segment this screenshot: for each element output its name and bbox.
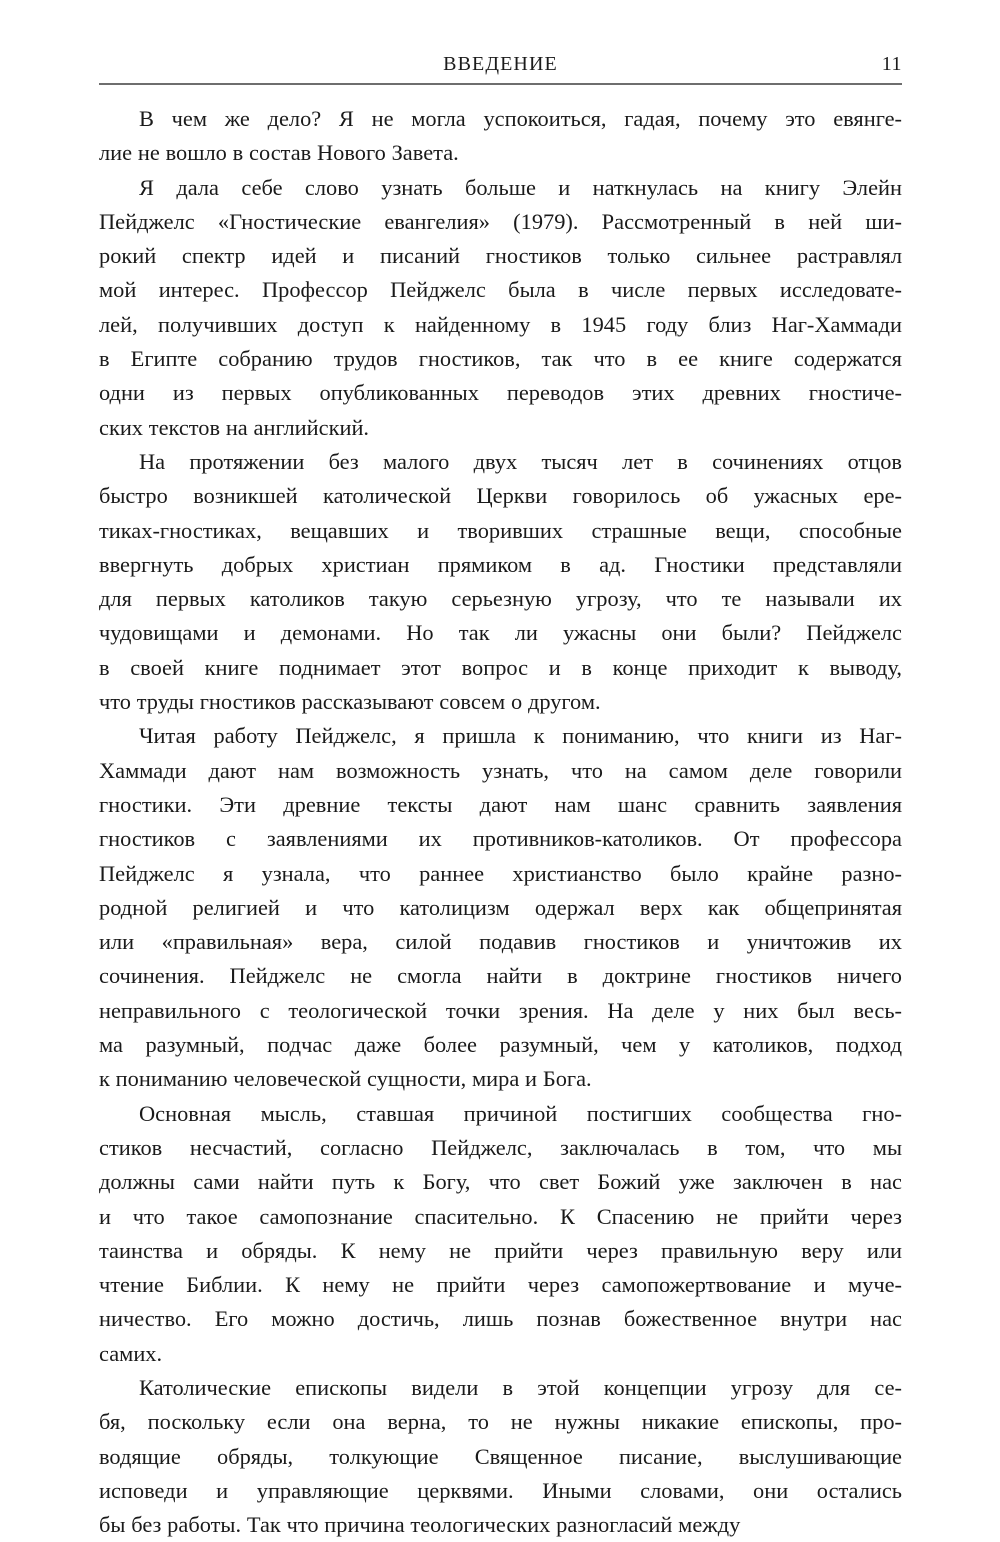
text-line: водящие обряды, толкующие Священное писание, выслушивающие [99,1443,902,1469]
text-line: ских текстов на английский. [99,414,370,440]
text-line: Пейджелс «Гностические евангелия» (1979). Рассмотренный в ней ши- [99,208,902,234]
text-line: родной религией и что католицизм одержал верх как общепринятая [99,894,902,920]
paragraph [99,102,902,171]
running-head [99,50,902,86]
text-line: ма разумный, подчас даже более разумный, чем у католиков, подход [99,1032,902,1058]
text-line: в Египте собранию трудов гностиков, так что в ее книге содержатся [99,346,902,372]
text-line: чудовищами и демонами. Но так ли ужасны они были? Пейджелс [99,620,902,646]
text-line: бы без работы. Так что причина теологических разногласий между [99,1512,741,1538]
paragraph [99,1097,902,1371]
paragraph [99,171,902,445]
text-line: сочинения. Пейджелс не смогла найти в доктрине гностиков ничего [99,963,902,989]
text-line: быстро возникшей католической Церкви говорилось об ужасных ере- [99,483,902,509]
text-line: Пейджелс я узнала, что раннее христианство было крайне разно- [99,860,902,886]
text-line: На протяжении без малого двух тысяч лет в сочинениях отцов [139,448,902,474]
text-line: стиков несчастий, согласно Пейджелс, заключалась в том, что мы [99,1134,902,1160]
paragraph [99,1371,902,1542]
text-line: Хаммади дают нам возможность узнать, что на самом деле говорили [99,757,902,783]
text-line: одни из первых опубликованных переводов этих древних гностиче- [99,380,902,406]
text-line: лие не вошло в состав Нового Завета. [99,140,459,166]
paragraph [99,719,902,1096]
text-line: тиках-гностиках, вещавших и творивших страшные вещи, способные [99,517,902,543]
header-rule [99,83,902,85]
text-line: ввергнуть добрых христиан прямиком в ад. Гностики представляли [99,551,902,577]
text-line: Католические епископы видели в этой концепции угрозу для се- [139,1374,902,1400]
text-line: гностиков с заявлениями их противников-католиков. От профессора [99,826,902,852]
text-line: Основная мысль, ставшая причиной постигших сообщества гно- [139,1100,902,1126]
text-line: исповеди и управляющие церквями. Иными словами, они остались [99,1477,902,1503]
text-line: что труды гностиков рассказывают совсем о другом. [99,689,601,715]
text-line: или «правильная» вера, силой подавив гностиков и уничтожив их [99,929,902,955]
text-line: таинства и обряды. К нему не прийти через правильную веру или [99,1237,902,1263]
text-line: должны сами найти путь к Богу, что свет Божий уже заключен в нас [99,1169,902,1195]
text-line: бя, поскольку если она верна, то не нужны никакие епископы, про- [99,1409,902,1435]
text-line: Я дала себе слово узнать больше и наткнулась на книгу Элейн [139,174,902,200]
text-line: к пониманию человеческой сущности, мира и Бога. [99,1066,592,1092]
text-line: неправильного с теологической точки зрения. На деле у них был весь- [99,997,902,1023]
text-line: в своей книге поднимает этот вопрос и в конце приходит к выводу, [99,654,902,680]
running-head-title: ВВЕДЕНИЕ [443,53,558,75]
body-text [99,102,902,1542]
text-line: гностики. Эти древние тексты дают нам шанс сравнить заявления [99,791,902,817]
text-line: мой интерес. Профессор Пейджелс была в числе первых исследовате- [99,277,902,303]
page-number: 11 [881,53,902,75]
text-line: самих. [99,1340,163,1366]
text-line: лей, получивших доступ к найденному в 1945 году близ Наг-Хаммади [99,311,902,337]
text-line: ничество. Его можно достичь, лишь познав божественное внутри нас [99,1306,902,1332]
text-line: и что такое самопознание спасительно. К Спасению не прийти через [99,1203,902,1229]
text-line: В чем же дело? Я не могла успокоиться, гадая, почему это евянге- [139,106,902,131]
text-line: Читая работу Пейджелс, я пришла к пониманию, что книги из Наг- [139,723,902,749]
text-line: рокий спектр идей и писаний гностиков только сильнее растравлял [99,243,902,269]
paragraph [99,445,902,719]
text-line: для первых католиков такую серьезную угрозу, что те называли их [99,586,902,612]
text-line: чтение Библии. К нему не прийти через самопожертвование и муче- [99,1272,902,1298]
